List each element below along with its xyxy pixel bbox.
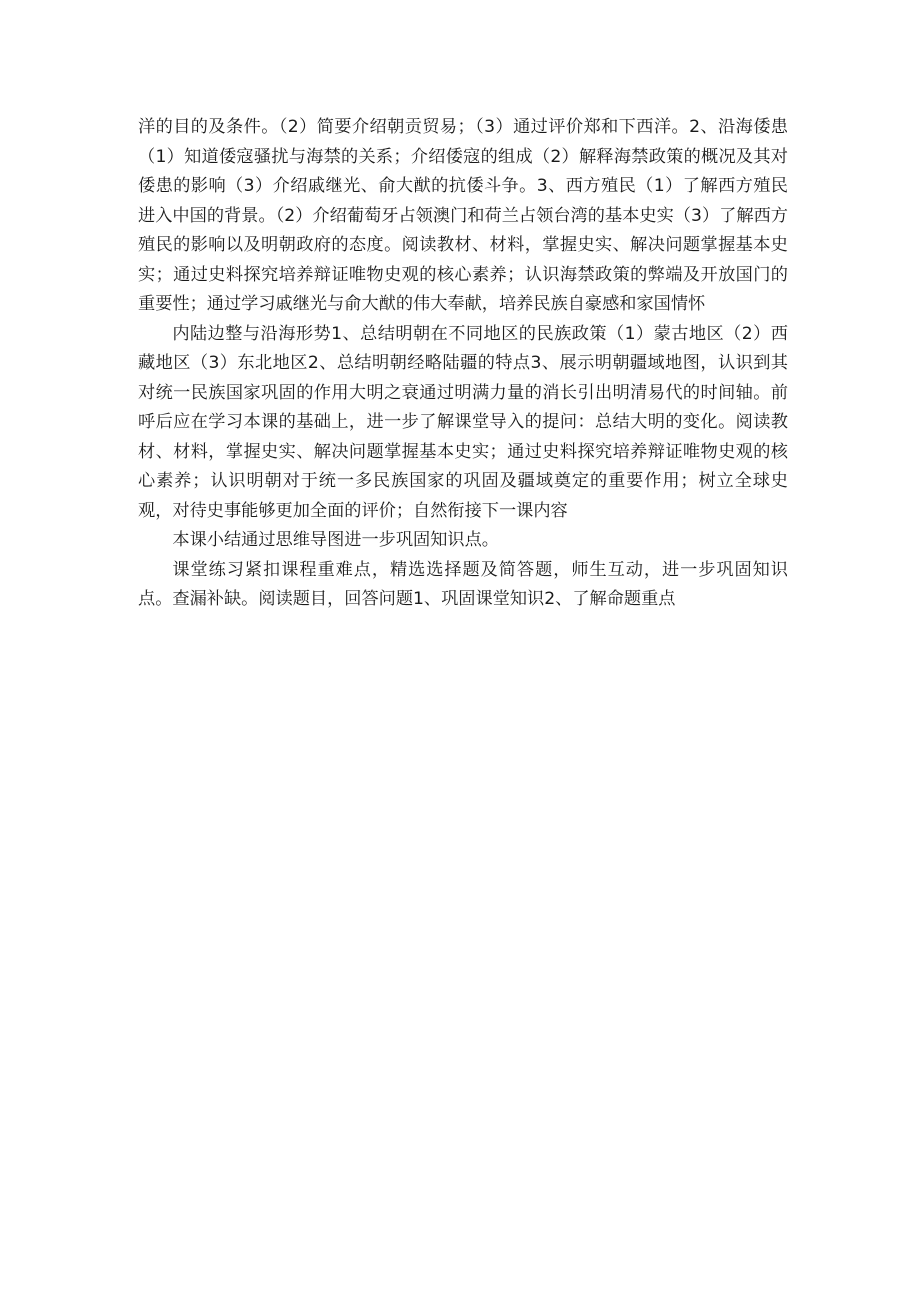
paragraph-continuation: 洋的目的及条件。（2）简要介绍朝贡贸易；（3）通过评价郑和下西洋。2、沿海倭患（1）知道倭寇骚扰与海禁的关系；介绍倭寇的组成（2）解释海禁政策的概况及其对倭患的影响（3）介绍戚继光、俞大猷的抗倭斗争。3、西方殖民（1）了解西方殖民进入中国的背景。（2）介绍葡萄牙占领澳门和荷兰占领台湾的基本史实（3）了解西方殖民的影响以及明朝政府的态度。阅读教材、材料，掌握史实、解决问题掌握基本史实；通过史料探究培养辩证唯物史观的核心素养；认识海禁政策的弊端及开放国门的重要性；通过学习戚继光与俞大猷的伟大奉献，培养民族自豪感和家国情怀 (138, 117, 788, 314)
paragraph-border-and-coast: 内陆边整与沿海形势1、总结明朝在不同地区的民族政策（1）蒙古地区（2）西藏地区（3）东北地区2、总结明朝经略陆疆的特点3、展示明朝疆域地图，认识到其对统一民族国家巩固的作用大明之衰通过明满力量的消长引出明清易代的时间轴。前呼后应在学习本课的基础上，进一步了解课堂导入的提问：总结大明的变化。阅读教材、材料，掌握史实、解决问题掌握基本史实；通过史料探究培养辩证唯物史观的核心素养；认识明朝对于统一多民族国家的巩固及疆域奠定的重要作用；树立全球史观，对待史事能够更加全面的评价；自然衔接下一课内容 (138, 323, 788, 521)
paragraph-class-exercise: 课堂练习紧扣课程重难点，精选选择题及简答题，师生互动，进一步巩固知识点。查漏补缺。阅读题目，回答问题1、巩固课堂知识2、了解命题重点 (138, 559, 788, 609)
paragraph-lesson-summary: 本课小结通过思维导图进一步巩固知识点。 (172, 530, 499, 550)
document-body (138, 113, 788, 615)
